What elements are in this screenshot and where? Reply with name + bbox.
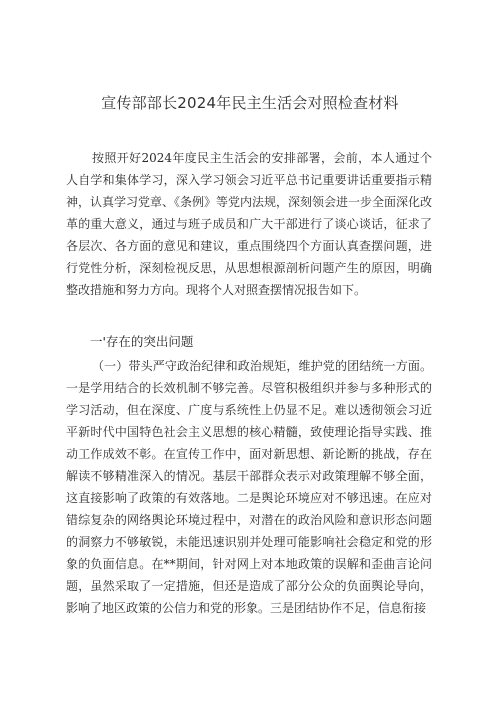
section-heading: 一'存在的突出问题 xyxy=(90,334,194,349)
section1-paragraph: （一）带头严守政治纪律和政治规矩，维护党的团结统一方面。一是学用结合的长效机制不够完善。尽管积极组织并参与多种形式的学习活动，但在深度、广度与系统性上仍显不足。难以透彻领会习近平新时代中国特色社会主义思想的核心精髓，致使理论指导实践、推动工作成效不彰。在宣传工作中，面对新思想、新论断的挑战，存在解读不够精准深入的情况。基层干部群众表示对政策理解不够全面，这直接影响了政策的有效落地。二是舆论环境应对不够迅速。在应对错综复杂的网络舆论环境过程中，对潜在的政治风险和意识形态问题的洞察力不够敏锐，未能迅速识别并处理可能影响社会稳定和党的形象的负面信息。在**期间，针对网上对本地政策的误解和歪曲言论问题，虽然采取了一定措施，但还是造成了部分公众的负面舆论导向，影响了地区政策的公信力和党的形象。三是团结协作不足，信息衔接 xyxy=(66,359,432,615)
intro-paragraph: 按照开好2024年度民主生活会的安排部署，会前，本人通过个人自学和集体学习，深入学习领会习近平总书记重要讲话重要指示精神，认真学习党章、《条例》等党内法规，深刻领会进一步全面深化改革的重大意义，通过与班子成员和广大干部进行了谈心谈话，征求了各层次、各方面的意见和建议，重点围绕四个方面认真查摆问题，进行党性分析，深刻检视反思，从思想根源剖析问题产生的原因，明确整改措施和努力方向。现将个人对照查摆情况报告如下。 xyxy=(66,151,433,297)
document-title: 宣传部部长2024年民主生活会对照检查材料 xyxy=(101,94,399,112)
